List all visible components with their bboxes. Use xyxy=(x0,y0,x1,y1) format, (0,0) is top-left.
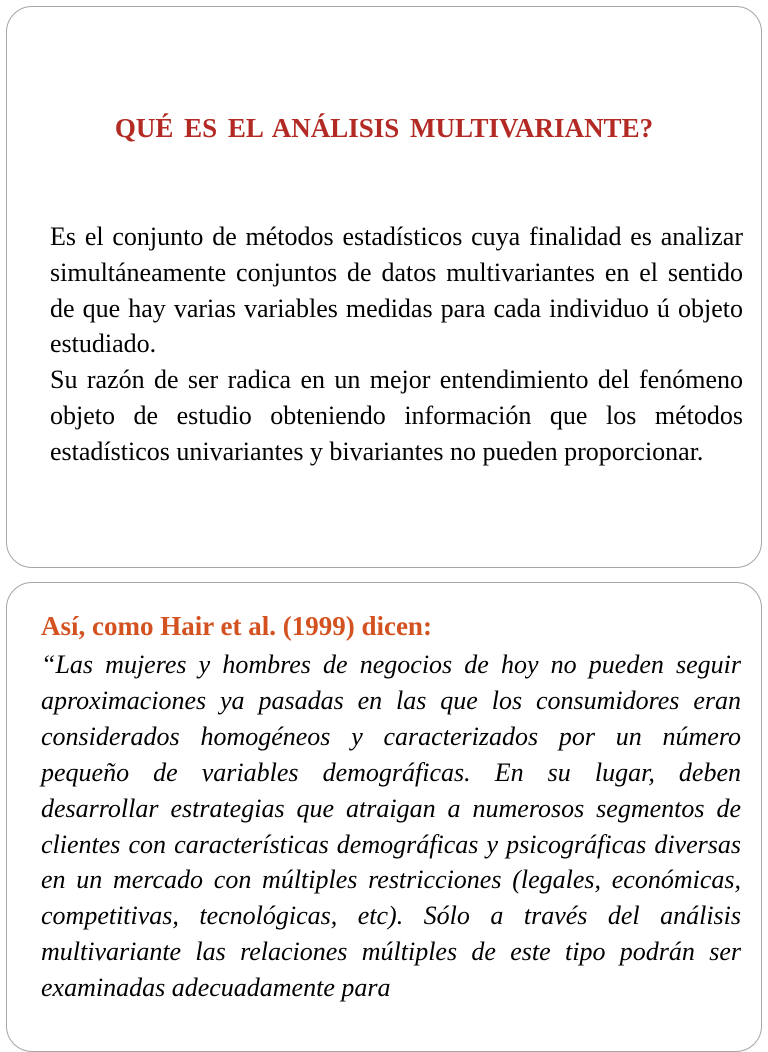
quote-text: “Las mujeres y hombres de negocios de hoy no pueden seguir aproximaciones ya pasadas en las que los consumidores eran considerados homogéneos y caracterizados por un número pequeño de variables demográficas. En su lugar, deben desarrollar estrategias que atraigan a numerosos segmentos de clientes con características demográficas y psicográficas diversas en un mercado con múltiples restricciones (legales, económicas, competitivas, tecnológicas, etc). Sólo a través del análisis multivariante las relaciones múltiples de este tipo podrán ser examinadas adecuadamente para xyxy=(41,650,741,1003)
slide-card-definition xyxy=(6,6,762,568)
definition-paragraph: Es el conjunto de métodos estadísticos cuya finalidad es analizar simultáneamente conjuntos de datos multivariantes en el sentido de que hay varias variables medidas para cada individuo ú objeto estudiado. xyxy=(50,222,743,359)
slide-title: QUÉ ES EL ANÁLISIS MULTIVARIANTE? xyxy=(114,113,654,143)
purpose-paragraph: Su razón de ser radica en un mejor entendimiento del fenómeno objeto de estudio obteniendo información que los métodos estadísticos univariantes y bivariantes no pueden proporcionar. xyxy=(50,365,743,466)
quote-heading: Así, como Hair et al. (1999) dicen: xyxy=(41,611,432,641)
definition-body xyxy=(50,219,743,470)
slide-card-quote xyxy=(6,582,762,1052)
